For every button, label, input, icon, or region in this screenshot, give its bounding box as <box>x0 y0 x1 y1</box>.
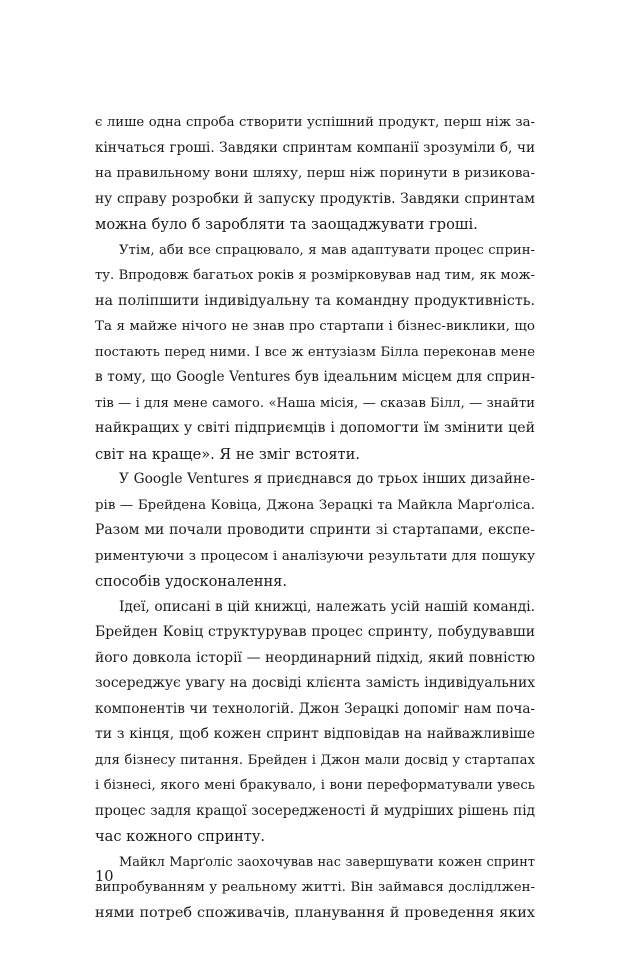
text-line: для бізнесу питання. Брейден і Джон мали досвід у стартапах <box>95 752 535 768</box>
text-line: зосереджує увагу на досвіді клієнта замість індивідуальних <box>95 675 535 691</box>
text-line: час кожного спринту. <box>95 828 266 845</box>
page-number: 10 <box>95 868 114 885</box>
text-line: рів — Брейдена Ковіца, Джона Зерацкі та Майкла Марґоліса. <box>95 497 535 513</box>
text-line: кінчаться гроші. Завдяки спринтам компанії зрозуміли б, чи <box>95 139 535 156</box>
text-line: можна було б заробляти та заощаджувати гроші. <box>95 216 478 233</box>
text-line: тів — і для мене самого. «Наша місія, — сказав Білл, — знайти <box>95 395 535 411</box>
text-line: нями потреб споживачів, планування й проведення яких <box>95 904 535 921</box>
text-line: Ідеї, описані в цій книжці, належать усій нашій команді. <box>119 598 535 615</box>
paragraph <box>95 467 535 595</box>
text-line: Майкл Марґоліс заохочував нас завершувати кожен спринт <box>119 854 535 870</box>
text-line: на поліпшити індивідуальну та командну продуктивність. <box>95 292 535 309</box>
text-line: Брейден Ковіц структурував процес спринту, побудувавши <box>95 624 535 640</box>
text-line: найкращих у світі підприємців і допомогти їм змінити цей <box>95 420 535 436</box>
text-line: в тому, що Google Ventures був ідеальним місцем для сприн- <box>95 369 535 385</box>
text-line: компонентів чи технологій. Джон Зерацкі допоміг нам поча- <box>95 700 535 717</box>
text-line: на правильному вони шляху, перш ніж поринути в ризикова- <box>95 165 535 181</box>
paragraph <box>95 595 535 850</box>
page-body <box>95 110 535 926</box>
text-line: У Google Ventures я приєднався до трьох інших дизайне- <box>119 471 535 487</box>
text-line: і бізнесі, якого мені бракувало, і вони переформатували увесь <box>95 778 535 793</box>
text-line: ту. Впродовж багатьох років я розмірковував над тим, як мож- <box>95 268 535 283</box>
text-line: ну справу розробки й запуску продуктів. Завдяки спринтам <box>95 190 535 207</box>
paragraph <box>95 110 535 238</box>
text-line: Та я майже нічого не знав про стартапи і бізнес-виклики, що <box>95 319 535 334</box>
text-line: постають перед ними. І все ж ентузіазм Білла переконав мене <box>95 344 535 360</box>
paragraph <box>95 850 535 927</box>
text-line: риментуючи з процесом і аналізуючи результати для пошуку <box>95 548 535 564</box>
text-line: способів удосконалення. <box>95 573 288 590</box>
text-line: Утім, аби все спрацювало, я мав адаптувати процес сприн- <box>119 242 535 258</box>
text-line: світ на краще». Я не зміг встояти. <box>95 445 360 463</box>
text-line: Разом ми почали проводити спринти зі стартапами, експе- <box>95 522 535 538</box>
text-line: його довкола історії — неординарний підхід, який повністю <box>95 649 535 666</box>
text-line: процес задля кращої зосередженості й мудріших рішень під <box>95 802 535 819</box>
text-line: є лише одна спроба створити успішний продукт, перш ніж за- <box>95 115 535 130</box>
text-line: випробуванням у реальному житті. Він займався дослідлжен- <box>95 880 535 895</box>
text-line: ти з кінця, щоб кожен спринт відповідав на найважливіше <box>95 726 535 742</box>
paragraph <box>95 238 535 468</box>
